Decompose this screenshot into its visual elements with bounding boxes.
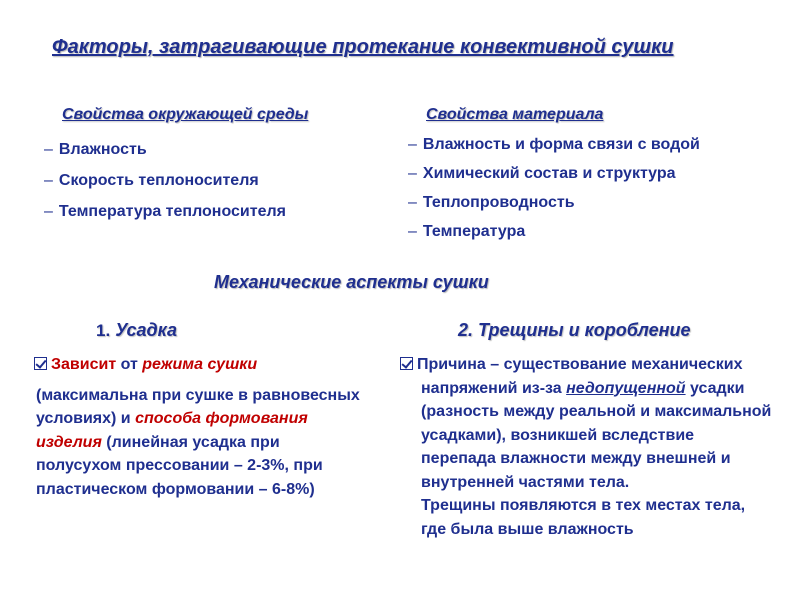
checkbox-icon bbox=[400, 357, 413, 370]
environment-item-label: Скорость теплоносителя bbox=[58, 172, 259, 189]
environment-heading: Свойства окружающей среды bbox=[62, 106, 309, 123]
forming-method-term: способа формования bbox=[135, 410, 308, 427]
material-item-label: Теплопроводность bbox=[422, 194, 575, 211]
shrinkage-title: Усадка bbox=[110, 320, 177, 340]
material-item-label: Температура bbox=[422, 223, 526, 240]
product-term: изделия bbox=[36, 433, 102, 451]
material-item bbox=[408, 165, 676, 183]
text-line: Трещины появляются в тех местах тела, bbox=[421, 497, 746, 514]
text-line: (разность между реальной и максимальной bbox=[421, 403, 772, 420]
dash: – bbox=[44, 141, 53, 158]
text-line: (максимальна при сушке в равновесных bbox=[36, 386, 360, 404]
text-line: внутренней частями тела. bbox=[421, 473, 630, 491]
text-fragment: усадки bbox=[685, 379, 745, 397]
mechanics-heading: Механические аспекты сушки bbox=[214, 272, 489, 292]
text-line: пластическом формовании – 6-8%) bbox=[36, 480, 315, 498]
environment-item bbox=[44, 141, 147, 159]
shrinkage-depends: Зависит bbox=[51, 356, 117, 373]
environment-item bbox=[44, 172, 259, 190]
environment-item-label: Температура теплоносителя bbox=[58, 203, 286, 220]
page-title: Факторы, затрагивающие протекание конвективной сушки bbox=[52, 36, 674, 58]
material-item bbox=[408, 223, 525, 241]
material-item bbox=[408, 136, 700, 154]
text-fragment: напряжений из-за bbox=[421, 379, 567, 397]
environment-item-label: Влажность bbox=[58, 141, 147, 158]
drying-mode-term: режима сушки bbox=[142, 356, 258, 373]
text-fragment: условиях) и bbox=[36, 410, 136, 427]
dash: – bbox=[408, 136, 417, 153]
cracks-heading: 2. Трещины и коробление bbox=[458, 320, 691, 340]
text-line: где была выше влажность bbox=[421, 520, 634, 538]
dash: – bbox=[408, 165, 417, 182]
checkbox-icon bbox=[34, 357, 47, 370]
dash: – bbox=[44, 203, 53, 220]
shrinkage-number: 1. bbox=[96, 321, 111, 340]
text-fragment: (линейная усадка при bbox=[101, 433, 280, 451]
dash: – bbox=[44, 172, 53, 189]
material-item bbox=[408, 194, 575, 212]
material-item-label: Химический состав и структура bbox=[422, 165, 676, 182]
unprevented-term: недопущенной bbox=[566, 379, 686, 397]
environment-item bbox=[44, 203, 286, 221]
material-item-label: Влажность и форма связи с водой bbox=[422, 136, 700, 153]
text-fragment: от bbox=[116, 356, 143, 373]
dash: – bbox=[408, 194, 417, 211]
material-heading: Свойства материала bbox=[426, 106, 604, 123]
text-line: полусухом прессовании – 2-3%, при bbox=[36, 457, 323, 474]
shrinkage-heading bbox=[96, 320, 177, 341]
text-line: перепада влажности между внешней и bbox=[421, 450, 731, 467]
dash: – bbox=[408, 223, 417, 240]
shrinkage-body bbox=[34, 353, 384, 501]
cracks-body bbox=[400, 353, 785, 541]
text-line: усадками), возникшей вследствие bbox=[421, 426, 695, 444]
text-line: Причина – существование механических bbox=[417, 356, 743, 373]
